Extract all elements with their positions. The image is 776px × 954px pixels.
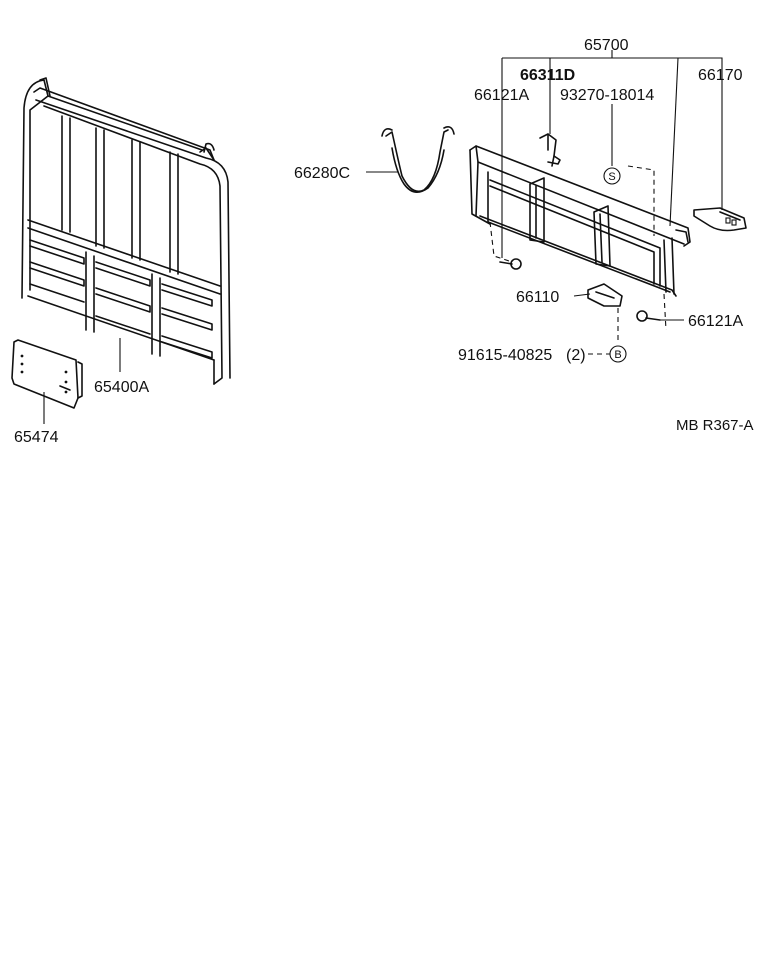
label-93270-18014: 93270-18014 [560,87,655,104]
reference-code: MB R367-A [676,417,754,434]
label-quantity: (2) [566,347,586,364]
bracket-part-66110 [588,284,622,306]
label-66121A-bottom: 66121A [688,313,744,330]
label-66170: 66170 [698,67,743,84]
label-65700: 65700 [584,37,629,54]
plate-part [12,340,82,408]
tailgate-part [470,146,690,296]
bolt-part-right [637,311,660,321]
latch-part [694,208,746,231]
label-66121A-top: 66121A [474,87,530,104]
label-66311D: 66311D [520,67,576,84]
hinge-bracket-part [540,134,560,166]
label-65400A: 65400A [94,379,150,396]
label-66280C: 66280C [294,165,351,182]
label-65474: 65474 [14,429,59,446]
cable-part [382,127,454,192]
symbol-s: S [608,171,616,183]
symbol-b: B [614,349,622,361]
label-91615-40825: 91615-40825 [458,347,553,364]
header-board-frame [22,78,230,384]
bolt-part-left [500,259,521,269]
label-66110: 66110 [516,289,560,306]
